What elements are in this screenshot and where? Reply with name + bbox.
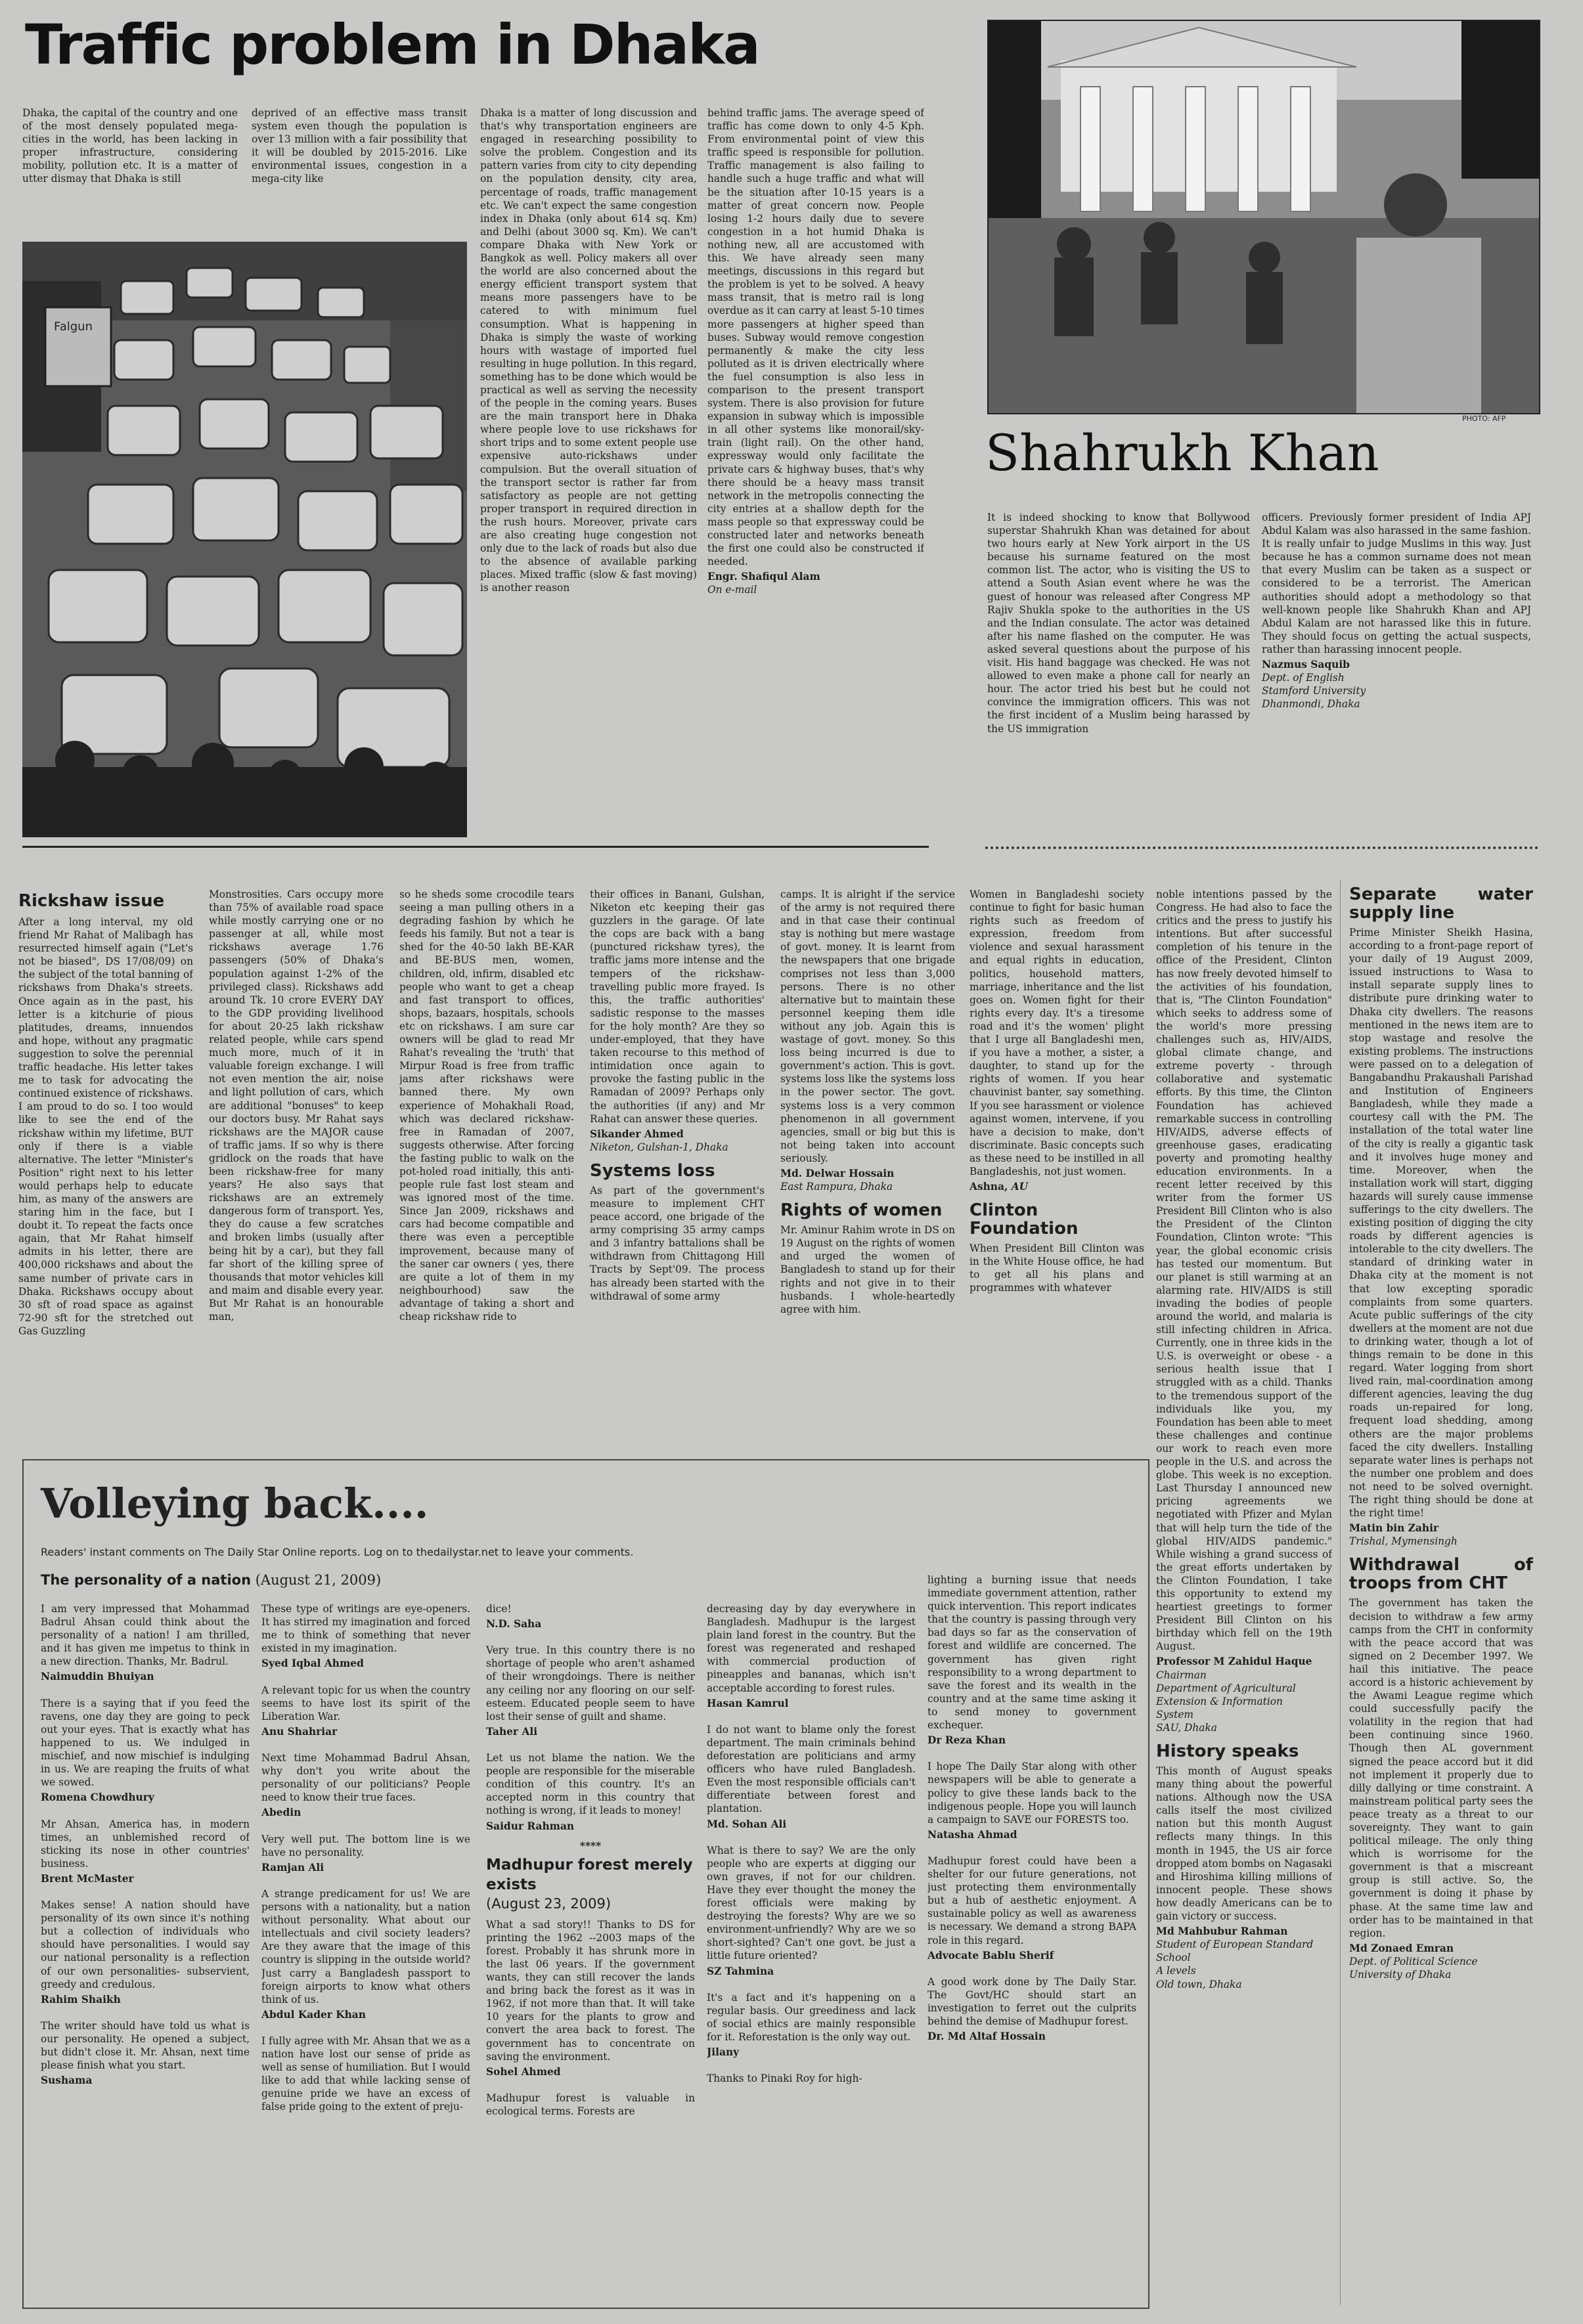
history-headline: History speaks	[1156, 1742, 1299, 1761]
traffic-col-4: behind traffic jams. The average speed of traffic has come down to only 4-5 Kph. From environmental point of view this traffic speed is responsible for pollution. Traffic management is also failing to handle such a huge traffic and what will be the situation after 10-15 years is a matter of great concern now. People losing 1-2 hours daily due to severe congestion in a hot humid Dhaka is nothing new, all are accustomed with this. We have already seen many meetings, discussions in this regard but the problem is yet to be solved. A heavy mass transit, that is metro rail is long overdue as it can carry at least 5-10 times more passengers at higher speed than buses. Subway would remove congestion permanently & make the city less polluted as it is driven electrically where the fuel consumption is also less in comparison to the present transport system. There is also provision for future expansion in subway which is impossible in all other systems like monorail/sky-train (light rail). On the other hand, expressway would only facilitate the private cars & highway buses, that's why there should be a heavy mass transit network in the metropolis connecting the city entries at a shallow depth for the mass people so that expressway could be constructed later and networks beneath the first one could also be constructed if needed. Engr. Shafiqul Alam On e-mail	[707, 107, 924, 596]
history-sig-line: School	[1156, 1952, 1191, 1964]
shahrukh-sig-line: Stamford University	[1262, 685, 1366, 697]
comment: A relevant topic for us when the country seems to have lost its spirit of the Liberation War. Anu Shahriar	[261, 1684, 470, 1738]
comment: decreasing day by day everywhere in Bangladesh. Madhupur is the largest plain land forest in the country. But the forest was regenerated and reshaped with commercial production of pineapples and bananas, which isn't acceptable according to forest rules. Hasan Kamrul	[707, 1603, 916, 1709]
systems-loss-signature: Md. Delwar Hossain	[780, 1167, 895, 1179]
traffic-signature-source: On e-mail	[707, 584, 757, 596]
comment: Madhupur forest is valuable in ecological terms. Forests are	[486, 2092, 695, 2117]
volleying-headline: Volleying back....	[41, 1480, 429, 1527]
topic-personality-title: The personality of a nation	[41, 1572, 252, 1588]
comment: A good work done by The Daily Star. The Govt/HC should start an investigation to ferret out the culprits behind the demise of Madhupur forest. Dr. Md Altaf Hossain	[927, 1975, 1136, 2043]
comment: Next time Mohammad Badrul Ahsan, why don't you write about the personality of our politicians? People need to know their true faces. Abedin	[261, 1752, 470, 1819]
rickshaw-col-2: Monstrosities. Cars occupy more than 75% of available road space while mostly carrying one or no passenger at all, while most rickshaws average 1.76 passengers (50% of Dhaka's population against 1-2% of the privileged class). Rickshaws add around Tk. 10 crore EVERY DAY to the GDP providing livelihood for about 20-25 lakh rickshaw related people, while cars spend much more, much of it in valuable foreign exchange. I will not even mention the air, noise and light pollution of cars, which are additional "bonuses" to keep our doctors busy. Mr Rahat says rickshaws are the MAJOR cause of traffic jams. If so why is there gridlock on the roads that have been rickshaw-free for many years? He also says that rickshaws are an extremely dangerous form of transport. Yes, they do cause a few scratches and broken limbs (usually after being hit by a car), but they fall far short of the killing spree of thousands that motor vehicles kill and maim and disable every year. But Mr Rahat is an honourable man,	[209, 888, 384, 1323]
history-sig-line: A levels	[1156, 1965, 1196, 1977]
topic-personality	[41, 1571, 381, 1589]
comment: Very well put. The bottom line is we have no personality. Ramjan Ali	[261, 1833, 470, 1874]
clinton-col-2: noble intentions passed by the Congress. He had also to face the critics and the press to justify his intentions. But after successful completion of his tenure in the office of the President, Clinton has now freely devoted himself to the activities of his foundation, that is, "The Clinton Foundation" which seeks to address some of the world's more pressing challenges such as, HIV/AIDS, global climate change, and extreme poverty - through collaborative and systematic efforts. By this time, the Clinton Foundation has achieved remarkable success in controlling HIV/AIDS, adverse effects of greenhouse gases, eradicating poverty and promoting healthy education environments. In a recent letter received by this writer from the former US President Bill Clinton who is also the President of the Clinton Foundation, Clinton wrote: "This year, the global economic crisis has tested our momentum. But our planet is still warming at an alarming rate. HIV/AIDS is still invading the bodies of people around the world, and malaria is still infecting children in Africa. Currently, one in three kids in the U.S. is overweight or obese - a serious health issue that I struggled with as a child. Thanks to the tremendous support of the individuals like you, my Foundation has been able to meet these challenges and continue our work to reach even more people in the U.S. and across the globe. This week is no exception. Last Thursday I announced new pricing agreements we negotiated with Pfizer and Mylan that will help turn the tide of the global HIV/AIDS pandemic." While wishing a grand success of the great efforts undertaken by the Clinton Foundation, I take this opportunity to extend my heartiest greetings to former President Bill Clinton on his birthday which fell on the 19th August. Professor M Zahidul Haque Chairman Department of Agricultural Extension & Information System SAU, Dhaka History speaks This month of August speaks many thing about the powerful nations. Although now the USA calls itself the most civilized nation but this month August reflects many things. In this month in 1945, the US air force dropped atom bombs on Nagasaki and Hiroshima killing millions of innocent people. These shows how deadly Americans can be to gain victory or success. Md Mahbubur Rahman Student of European Standard School A levels Old town, Dhaka	[1156, 888, 1332, 1990]
clinton-sig-line: Department of Agricultural	[1156, 1682, 1296, 1694]
systems-loss-headline: Systems loss	[590, 1160, 715, 1181]
shahrukh-photo	[987, 20, 1540, 414]
water-col: Separate water supply line Prime Minister Sheikh Hasina, according to a front-page report of your daily of 19 August 2009, issued instructions to Wasa to install separate supply lines to distribute pure drinking water to Dhaka city dwellers. The reasons mentioned in the news item are to stop wastage and resolve the existing problems. The instructions were passed on to a delegation of Bangabandhu Prakaushali Parishad and Institution of Engineers Bangladesh, while they made a courtesy call with the PM. The installation of the total water line of the city is really a gigantic task and it involves huge money and time. Moreover, when the installation work will start, digging hazards will surely cause immense sufferings to the city dwellers. The existing position of digging the city roads by different agencies is intolerable to the city dwellers. The standard of drinking water in Dhaka city at the moment is not that low excepting sporadic complaints from some quarters. Acute public sufferings of the city dwellers at the moment are not due to drinking water, though a lot of things remain to be done in this regard. Water logging from short lived rain, mal-coordination among different agencies, leaving the dug roads un-repaired for long, frequent load shedding, among others are the major problems faced the city dwellers. Installing separate water lines is perhaps not the number one problem and does not need to be solved overnight. The right thing should be done at the right time! Matin bin Zahir Trishal, Mymensingh Withdrawal of troops from CHT The government has taken the decision to withdraw a few army camps from the CHT in conformity with the peace accord that was signed on 2 December 1997. We hail this initiative. The peace accord is a historic achievement by the Awami League regime which could successfully pacify the volatility in the region that had been continuing since 1960. Though then AL government signed the peace accord but it did not implement it properly due to dilly dallying or time constraint. A mainstream political party sees the peace treaty as a threat to our sovereignty. They want to gain political mileage. The only thing which is worrisome for the government is that a miscreant group is still active. So, the government is doing it phase by phase. At the same time law and order has to be maintained in that region. Md Zonaed Emran Dept. of Political Science University of Dhaka	[1349, 885, 1533, 1981]
volley-col-1	[41, 1602, 250, 2298]
shahrukh-col-2: officers. Previously former president of India APJ Abdul Kalam was also harassed in the same fashion. It is really unfair to judge Muslims in this way. Just because he has a common surname does not mean that every Muslim can be taken as a suspect or considered to be a terrorist. The American authorities should adopt a methodology so that well-known people like Shahrukh Khan and APJ Abdul Kalam are not harassed like this in future. They should focus on getting the actual suspects, rather than harassing innocent people. Nazmus Saquib Dept. of English Stamford University Dhanmondi, Dhaka	[1262, 512, 1531, 711]
rickshaw-signature-location: Niketon, Gulshan-1, Dhaka	[590, 1141, 728, 1153]
comment: These type of writings are eye-openers. It has stirred my imagination and forced me to think of something that never existed in my imagination. Syed Iqbal Ahmed	[261, 1603, 470, 1670]
comment: I hope The Daily Star along with other newspapers will be able to generate a policy to give these lands back to the indigenous people. Hope you will launch a campaign to SAVE our FORESTS too. Natasha Ahmad	[927, 1761, 1136, 1841]
clinton-sig-line: Extension & Information	[1156, 1695, 1283, 1707]
traffic-col-3: Dhaka is a matter of long discussion and that's why transportation engineers are engaged in researching possibility to solve the problem. Congestion and its pattern varies from city to city depending on the population density, city area, percentage of roads, traffic management etc. We can't expect the same congestion index in Dhaka (only about 614 sq. Km) and Delhi (about 3000 sq. Km). We can't compare Dhaka with New York or Bangkok as well. Policy makers all over the world are also concerned about the energy efficient transport system that means more passengers have to be catered to with minimum fuel consumption. What is happening in Dhaka is simply the waste of working hours with wastage of imported fuel resulting in huge pollution. In this regard, something has to be done which would be practical as well as serving the necessity of the people in the coming years. Buses are the main transport here in Dhaka where people love to use rickshaws for short trips and to some extent people use expensive auto-rickshaws under compulsion. But the overall situation of the transport sector is rather far from satisfactory as people are not getting proper transport in required direction in the rush hours. Moreover, private cars are also creating huge congestion not only due to the lack of roads but also due to the absence of available parking places. Mixed traffic (slow & fast moving) is another reason	[480, 107, 697, 594]
shahrukh-headline: Shahrukh Khan	[985, 424, 1379, 482]
comment: Thanks to Pinaki Roy for high-	[707, 2072, 862, 2085]
bus-sign: Falgun	[54, 320, 93, 334]
section-stars: ****	[579, 1839, 602, 1852]
rickshaw-col-1: Rickshaw issue After a long interval, my old friend Mr Rahat of Malibagh has resurrected himself again ("Let's not be biased", DS 17/08/09) on the subject of the total banning of rickshaws from Dhaka's streets. Once again as in the past, his letter is a kitchurie of pious platitudes, dreams, innuendos and hope, without any pragmatic suggestion to solve the perennial traffic headache. His letter takes me to task for advocating the continued existence of rickshaws. I am proud to do so. I too would like to see the end of the rickshaw within my lifetime, BUT only if there is a viable alternative. The letter "Minister's Position" right next to his letter would perhaps help to educate him, as many of the answers are staring him in the face, but I doubt it. To repeat the facts once again, that Mr Rahat himself admits in his letter, there are 400,000 rickshaws and about the same number of private cars in Dhaka. Rickshaws occupy about 30 sft of road space as against 72-90 sft for the stretched out Gas Guzzling	[18, 891, 193, 1337]
traffic-headline: Traffic problem in Dhaka	[25, 12, 759, 77]
volleying-intro: Readers' instant comments on The Daily Star Online reports. Log on to thedailystar.net to leave your comments.	[41, 1546, 634, 1558]
comment: Mr Ahsan, America has, in modern times, an unblemished record of sticking its nose in other countries' business. Brent McMaster	[41, 1818, 250, 1885]
comment: It's a fact and it's happening on a regular basis. Our greediness and lack of social ethics are mainly responsible for it. Reforestation is the only way out. Jilany	[707, 1991, 916, 2059]
volley-col-4	[707, 1602, 916, 2298]
history-sig-line: Old town, Dhaka	[1156, 1978, 1242, 1990]
top-section-dotted-rule	[985, 846, 1538, 849]
comment: A strange predicament for us! We are persons with a nationality, but a nation without personality. What about our intellectuals and civil society leaders? Are they aware that the image of this country is slipping in the outside world? Just carry a Bangladesh passport to foreign airports to know what others think of us. Abdul Kader Khan	[261, 1887, 470, 2021]
column-divider	[1340, 880, 1341, 2305]
clinton-signature: Professor M Zahidul Haque	[1156, 1655, 1312, 1668]
topic-madhupur-title: Madhupur forest merely exists	[486, 1856, 693, 1893]
systems-loss-col-2: camps. It is alright if the service of the army is not required there and in that case their continual stay is nothing but mere wastage of govt. money. It is learnt from the newspapers that one brigade comprises not less than 3,000 persons. There is no other alternative but to maintain these personnel keeping them idle without any job. Again this is wastage of govt. money. So this loss being incurred is due to government's action. This is govt. systems loss like the systems loss in the power sector. The govt. systems loss is a very common phenomenon in all government agencies, small or big but this is not being taken into account seriously. Md. Delwar Hossain East Rampura, Dhaka Rights of women Mr. Aminur Rahim wrote in DS on 19 August on the rights of women and urged the women of Bangladesh to stand up for their rights and not give in to their husbands. I whole-heartedly agree with him.	[780, 888, 955, 1315]
water-signature: Matin bin Zahir	[1349, 1522, 1439, 1535]
traffic-jam-image	[22, 242, 467, 837]
comment: dice! N.D. Saha	[486, 1603, 542, 1631]
shahrukh-image	[989, 21, 1539, 413]
rickshaw-signature: Sikander Ahmed	[590, 1128, 684, 1140]
water-signature-location: Trishal, Mymensingh	[1349, 1535, 1458, 1548]
systems-loss-signature-location: East Rampura, Dhaka	[780, 1181, 893, 1193]
history-sig-line: Student of European Standard	[1156, 1939, 1314, 1951]
comment: What is there to say? We are the only people who are experts at digging our own graves, if not for our children. Have they ever thought the money the forest officials were making by destroying the forests? Why are we so environment-unfriendly? Why are we so short-sighted? Can't one govt. be just a little future oriented? SZ Tahmina	[707, 1844, 916, 1977]
clinton-sig-line: Chairman	[1156, 1669, 1207, 1681]
troops-sig-line: Dept. of Political Science	[1349, 1955, 1478, 1967]
comment: lighting a burning issue that needs immediate government attention, rather quick intervention. This report indicates that the country is passing through very bad days so far as the conservation of forest and wildlife are concerned. The government has given right responsibility to a wrong department to save the forest and its wealth in the country and at the same time asking it to send money to government exchequer. Dr Reza Khan	[927, 1574, 1136, 1747]
shahrukh-signature: Nazmus Saquib	[1262, 659, 1350, 671]
traffic-col-2: deprived of an effective mass transit system even though the population is over 13 million with a fair possibility that it will be doubled by 2015-2016. Like environmental issues, congestion in a mega-city like	[252, 107, 467, 185]
rickshaw-col-3: so he sheds some crocodile tears seeing a man pulling others in a degrading fashion by which he feeds his family. But not a tear is shed for the 40-50 lakh BE-KAR and BE-BUS men, women, children, old, infirm, disabled etc people who want to get a cheap and fast transport to offices, shops, bazaars, hospitals, schools etc on rickshaws. I am sure car owners will be glad to read Mr Rahat's revealing the 'truth' that Mirpur Road is free from traffic jams after rickshaws were banned there. My own experience of Mohakhali Road, which was declared rickshaw-free in Ramadan of 2007, suggests otherwise. After forcing the fasting public to walk on the pot-holed road initially, this anti-people rule fast lost steam and was ignored most of the time. Since Jan 2009, rickshaws and cars had become compatible and there was even a perceptible improvement, because many of the saner car owners ( yes, there are quite a lot of them in my neighbourhood) saw the advantage of taking a short and cheap rickshaw ride to	[399, 888, 574, 1323]
comment: Very true. In this country there is no shortage of people who aren't ashamed of their wrongdoings. There is neither any ceiling nor any flooring on our self-esteem. Educated people seem to have lost their sense of guilt and shame. Taher Ali	[486, 1644, 695, 1738]
troops-signature: Md Zonaed Emran	[1349, 1942, 1454, 1954]
comment: I do not want to blame only the forest department. The main criminals behind deforestation are politicians and army officers who have ruled Bangladesh. Even the most responsible officials can't differentiate between forest and plantation. Md. Sohan Ali	[707, 1723, 916, 1830]
comment: There is a saying that if you feed the ravens, one day they are going to peck out your eyes. That is exactly what has happened to us. We indulged in mischief, and now mischief is indulging in us. We are reaping the fruits of what we sowed. Romena Chowdhury	[41, 1697, 250, 1804]
comment: Let us not blame the nation. We the people are responsible for the miserable condition of this country. It's an accepted norm in this country that nothing is wrong, if it leads to money! Saidur Rahman	[486, 1752, 695, 1832]
volley-col-5	[927, 1573, 1136, 2298]
shahrukh-photo-credit: PHOTO: AFP	[1462, 414, 1506, 423]
traffic-signature: Engr. Shafiqul Alam	[707, 571, 820, 583]
volley-col-2	[261, 1602, 470, 2298]
rickshaw-headline: Rickshaw issue	[18, 891, 165, 911]
topic-madhupur-date: (August 23, 2009)	[486, 1895, 612, 1912]
shahrukh-col-1: It is indeed shocking to know that Bollywood superstar Shahrukh Khan was detained for about two hours early at New York airport in the US because his surname featured on the most common list. The actor, who is visiting the US to attend a South Asian event where he was the guest of honour was released after Congress MP Rajiv Shukla spoke to the authorities in the US and the Indian consulate. The actor was detained after his name flashed on the computer. He was asked several questions about the purpose of his visit. His hand baggage was checked. He was not allowed to even make a phone call for nearly an hour. The actor tried his best but he could not convince the immigration officers. This was not the first incident of a Muslim being harassed by the US immigration	[987, 512, 1250, 735]
volley-col-3	[486, 1602, 695, 2298]
comment: I fully agree with Mr. Ahsan that we as a nation have lost our sense of pride as well as sense of humiliation. But I would like to add that while lacking sense of genuine pride we have an excess of false pride going to the extent of preju-	[261, 2035, 470, 2113]
topic-personality-date: (August 21, 2009)	[255, 1572, 382, 1588]
comment: Madhupur forest could have been a shelter for our future generations, not just protecting them environmentally but a hub of aesthetic enjoyment. A sustainable policy as well as awareness is necessary. We demand a strong BAPA role in this regard. Advocate Bablu Sherif	[927, 1854, 1136, 1962]
rights-women-col-2: Women in Bangladeshi society continue to fight for basic human rights such as freedom of expression, freedom from violence and sexual harassment and equal rights in education, politics, household matters, marriage, inheritance and the list goes on. Women fight for their rights every day. It's a tiresome road and it's the women' plight that I urge all Bangladeshi men, if you have a mother, a sister, a daughter, to stand up for the rights of women. If you hear chauvinist banter, say something. If you see harassment or violence against women, intervene, if you have a decision to make, don't discriminate. Basic concepts such as these need to be instilled in all Bangladeshis, not just women. Ashna, AU Clinton Foundation When President Bill Clinton was in the White House office, he had to get all his plans and programmes with whatever	[970, 888, 1144, 1294]
rickshaw-col-4: their offices in Banani, Gulshan, Niketon etc keeping their gas guzzlers in the garage. Of late the cops are back with a bang (punctured rickshaw tyres), the traffic jams more intense and the tempers of the rickshaw-travelling public more frayed. Is this, the traffic authorities' sadistic response to the masses for the holy month? Are they so under-employed, that they have taken recourse to this method of intimidation once again to provoke the fasting public in the Ramadan of 2009? Perhaps only the authorities (if any) and Mr Rahat can answer these queries. Sikander Ahmed Niketon, Gulshan-1, Dhaka Systems loss As part of the government's measure to implement CHT peace accord, one brigade of the army comprising 35 army camps and 3 infantry battalions shall be withdrawn from Chittagong Hill Tracts by Sept'09. The process has already been started with the withdrawal of some army	[590, 888, 765, 1302]
comment: The writer should have told us what is our personality. He opened a subject, but didn't close it. Mr. Ahsan, next time please finish what you start. Sushama	[41, 2019, 250, 2087]
traffic-jam-photo	[22, 242, 467, 837]
troops-headline: Withdrawal of troops from CHT	[1349, 1555, 1533, 1594]
clinton-sig-line: SAU, Dhaka	[1156, 1721, 1217, 1734]
water-headline: Separate water supply line	[1349, 885, 1533, 923]
comment: Makes sense! A nation should have personality of its own since it's nothing but a collection of individuals who should have personalities. I would say our national personality is a reflection of our own personalities- subservient, greedy and credulous. Rahim Shaikh	[41, 1899, 250, 2006]
comment: I am very impressed that Mohammad Badrul Ahsan could think about the personality of a nation! I am thrilled, and it has given me impetus to think in a new direction. Thanks, Mr. Badrul. Naimuddin Bhuiyan	[41, 1603, 250, 1683]
history-signature: Md Mahbubur Rahman	[1156, 1925, 1288, 1938]
clinton-sig-line: System	[1156, 1708, 1194, 1721]
clinton-headline: Clinton Foundation	[970, 1200, 1079, 1239]
traffic-col-1: Dhaka, the capital of the country and one of the most densely populated mega-cities in the world, has been lacking in proper infrastructure, considering mobility, pollution etc. It is a matter of utter dismay that Dhaka is still	[22, 107, 238, 185]
comment: What a sad story!! Thanks to DS for printing the 1962 --2003 maps of the forest. Probably it has shrunk more in the last 06 years. If the government wants, they can still recover the lands and bring back the forest as it was in 1962, if not more than that. It will take 10 years for the plants to grow and convert the area back to forest. The government has to concentrate on saving the environment. Sohel Ahmed	[486, 1918, 695, 2078]
shahrukh-sig-line: Dept. of English	[1262, 672, 1345, 684]
top-section-rule	[22, 846, 929, 848]
shahrukh-sig-line: Dhanmondi, Dhaka	[1262, 698, 1360, 711]
troops-sig-line: University of Dhaka	[1349, 1969, 1452, 1981]
rights-women-headline: Rights of women	[780, 1200, 943, 1221]
rights-women-signature: Ashna, AU	[970, 1181, 1029, 1193]
